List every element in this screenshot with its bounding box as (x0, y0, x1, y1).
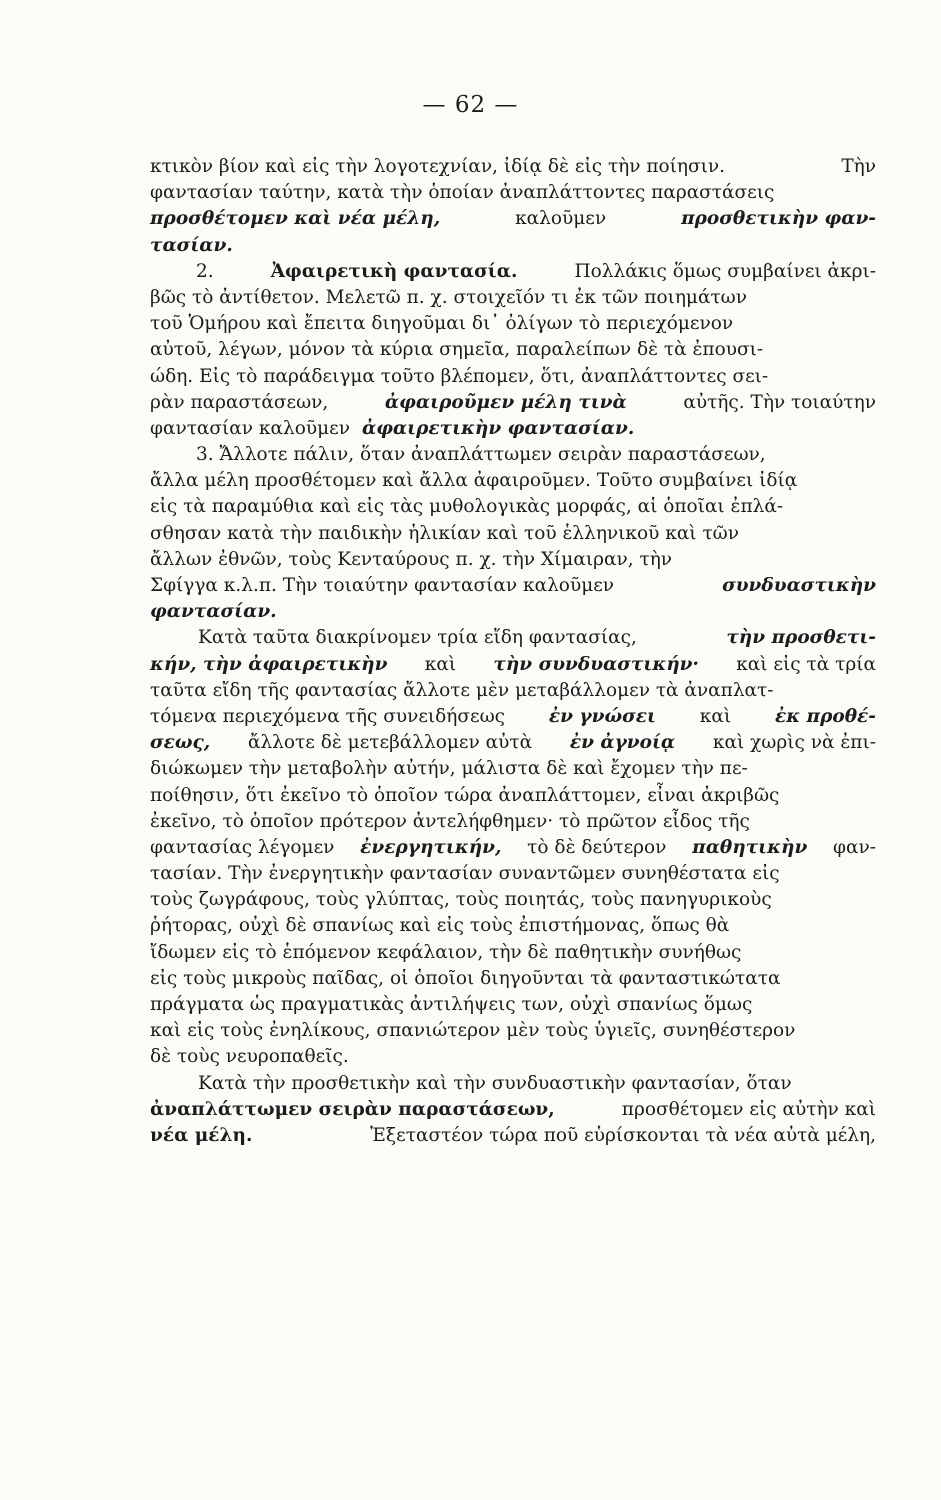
text-run: σθησαν κατὰ τὴν παιδικὴν ἡλικίαν καὶ τοῦ ἑλληνικοῦ καὶ τῶν (150, 522, 740, 544)
text-run: βῶς τὸ ἀντίθετον. Μελετῶ π. χ. στοιχεῖόν τι ἐκ τῶν ποιημάτων (150, 286, 748, 308)
text-run: ρὰν παραστάσεων, (150, 391, 329, 413)
text-run: ἐνεργητικήν, (360, 836, 502, 858)
text-run: Σφίγγα κ.λ.π. Τὴν τοιαύτην φαντασίαν καλοῦμεν (150, 575, 615, 596)
text-line (150, 547, 876, 573)
text-line (150, 521, 876, 547)
text-run: τοὺς ζωγράφους, τοὺς γλύπτας, τοὺς ποιητάς, τοὺς πανηγυρικοὺς (150, 889, 772, 911)
text-run: εἰς τὰ παραμύθια καὶ εἰς τὰς μυθολογικὰς μορφάς, αἱ ὁποῖαι ἐπλά- (150, 496, 784, 518)
text-line (150, 259, 876, 285)
text-run: φαντασίαν ταύτην, κατὰ τὴν ὁποίαν ἀναπλάττοντες παραστάσεις (150, 182, 775, 204)
text-run: ἐν γνώσει (548, 705, 656, 727)
body-text (150, 154, 876, 1149)
text-line (150, 154, 876, 180)
text-line (150, 809, 876, 835)
text-run: ἐκεῖνο, τὸ ὁποῖον πρότερον ἀντελήφθημεν· τὸ πρῶτον εἶδος τῆς (150, 810, 750, 832)
text-run: ῥήτορας, οὐχὶ δὲ σπανίως καὶ εἰς τοὺς ἐπιστήμονας, ὅπως θὰ (150, 915, 730, 937)
text-run: κήν, τὴν ἀφαιρετικὴν (150, 653, 388, 675)
text-line (150, 285, 876, 311)
text-line (150, 1097, 876, 1123)
text-line (150, 625, 876, 651)
text-run: ἀναπλάττωμεν σειρὰν παραστάσεων, (150, 1098, 555, 1120)
text-line (150, 599, 876, 625)
text-line (150, 730, 876, 756)
text-run: παθητικὴν (692, 836, 808, 858)
text-run: προσθέτομεν εἰς αὐτὴν καὶ (621, 1098, 876, 1120)
text-run: τὴν προσθετι- (726, 627, 876, 649)
text-line (150, 206, 876, 232)
text-run: αὐτοῦ, λέγων, μόνον τὰ κύρια σημεῖα, παραλείπων δὲ τὰ ἐπουσι- (150, 339, 764, 361)
text-line (150, 756, 876, 782)
text-run: ποίθησιν, ὅτι ἐκεῖνο τὸ ὁποῖον τώρα ἀναπλάττομεν, εἶναι ἀκριβῶς (150, 784, 780, 806)
text-line (150, 913, 876, 939)
text-line (150, 442, 876, 468)
text-run: ώδη. Εἰς τὸ παράδειγμα τοῦτο βλέπομεν, ὅτι, ἀναπλάττοντες σει- (150, 365, 769, 387)
text-run: καὶ χωρὶς νὰ ἐπι- (712, 732, 876, 754)
text-run: Κατὰ ταῦτα διακρίνομεν τρία εἴδη φαντασίας, (198, 627, 637, 649)
text-run: συνδυαστικὴν (722, 575, 876, 596)
text-run: πράγματα ὡς πραγματικὰς ἀντιλήψεις των, οὐχὶ σπανίως ὅμως (150, 994, 753, 1015)
text-line (150, 966, 876, 992)
text-line (150, 1044, 876, 1070)
text-run: τοῦ Ὁμήρου καὶ ἔπειτα διηγοῦμαι δι᾽ ὀλίγων τὸ περιεχόμενον (150, 313, 734, 335)
text-run: διώκωμεν τὴν μεταβολὴν αὐτήν, μάλιστα δὲ καὶ ἔχομεν τὴν πε- (150, 758, 748, 780)
text-line (150, 494, 876, 520)
text-run: καὶ εἰς τὰ τρία (736, 653, 876, 675)
text-run: ἴδωμεν εἰς τὸ ἑπόμενον κεφάλαιον, τὴν δὲ παθητικὴν συνήθως (150, 941, 742, 963)
text-run: κτικὸν βίον καὶ εἰς τὴν λογοτεχνίαν, ἰδίᾳ δὲ εἰς τὴν ποίησιν. (150, 156, 726, 177)
text-run: ἄλλα μέλη προσθέτομεν καὶ ἄλλα ἀφαιροῦμεν. Τοῦτο συμβαίνει ἰδίᾳ (150, 470, 798, 492)
text-line (150, 1071, 876, 1097)
text-run: τόμενα περιεχόμενα τῆς συνειδήσεως (150, 705, 506, 727)
page-number: — 62 — (422, 92, 519, 118)
text-run: σεως, (150, 732, 211, 754)
text-line (150, 573, 876, 599)
text-line (150, 861, 876, 887)
text-run: τασίαν. Τὴν ἐνεργητικὴν φαντασίαν συναντῶμεν συνηθέστατα εἰς (150, 863, 780, 885)
text-run: 3. Ἄλλοτε πάλιν, ὅταν ἀναπλάττωμεν σειρὰν παραστάσεων, (196, 444, 766, 466)
text-run: Τὴν (841, 156, 876, 177)
text-run: τὴν συνδυαστικήν· (493, 653, 699, 675)
text-run: αὐτῆς. Τὴν τοιαύτην (683, 391, 876, 413)
text-run: Ἐξεταστέον τώρα ποῦ εὑρίσκονται τὰ νέα αὐτὰ μέλη, (370, 1124, 876, 1146)
text-line (150, 364, 876, 390)
text-run: προσθέτομεν καὶ νέα μέλη, (150, 208, 441, 230)
text-run: φαντασίαν καλοῦμεν (150, 417, 350, 439)
text-run: 2. (196, 260, 214, 282)
text-run: ἀφαιροῦμεν μέλη τινὰ (384, 391, 627, 413)
text-run: φαν- (833, 836, 876, 858)
text-line (150, 416, 876, 442)
text-line (150, 783, 876, 809)
text-line (150, 468, 876, 494)
text-run: καὶ (699, 705, 732, 727)
text-run: Κατὰ τὴν προσθετικὴν καὶ τὴν συνδυαστικὴν φαντασίαν, ὅταν (198, 1072, 792, 1094)
text-run: τὸ δὲ δεύτερον (527, 836, 667, 858)
text-run: ἄλλων ἐθνῶν, τοὺς Κενταύρους π. χ. τὴν Χίμαιραν, τὴν (150, 548, 673, 570)
text-line (150, 887, 876, 913)
text-run: Ἀφαιρετικὴ φαντασία. (270, 260, 518, 282)
text-run: φαντασίαν. (150, 601, 277, 623)
text-line (150, 233, 876, 259)
text-line (150, 835, 876, 861)
text-run: προσθετικὴν φαν- (681, 208, 876, 230)
text-line (150, 704, 876, 730)
text-run: καλοῦμεν (515, 208, 607, 230)
text-run: εἰς τοὺς μικροὺς παῖδας, οἱ ὁποῖοι διηγοῦνται τὰ φανταστικώτατα (150, 967, 781, 989)
text-line (150, 311, 876, 337)
text-line (150, 652, 876, 678)
text-run: νέα μέλη. (150, 1124, 253, 1146)
text-run: ἄλλοτε δὲ μετεβάλλομεν αὐτὰ (247, 732, 533, 754)
text-line (150, 992, 876, 1018)
text-run: φαντασίας λέγομεν (150, 836, 335, 858)
text-run: καὶ (424, 653, 457, 675)
text-line (150, 940, 876, 966)
text-run: ταῦτα εἴδη τῆς φαντασίας ἄλλοτε μὲν μεταβάλλομεν τὰ ἀναπλατ- (150, 679, 774, 701)
text-run: δὲ τοὺς νευροπαθεῖς. (150, 1046, 349, 1068)
text-run: ἐν ἀγνοίᾳ (569, 732, 676, 754)
text-line (150, 1018, 876, 1044)
text-run: Πολλάκις ὅμως συμβαίνει ἀκρι- (574, 260, 876, 282)
text-line (150, 678, 876, 704)
text-line (150, 180, 876, 206)
text-run: τασίαν. (150, 234, 233, 256)
text-line (150, 390, 876, 416)
text-run: ἐκ προθέ- (774, 705, 876, 727)
text-line (150, 337, 876, 363)
text-run: ἀφαιρετικὴν φαντασίαν. (361, 417, 635, 439)
text-line (150, 1123, 876, 1149)
text-run: καὶ εἰς τοὺς ἐνηλίκους, σπανιώτερον μὲν τοὺς ὑγιεῖς, συνηθέστερον (150, 1020, 796, 1042)
